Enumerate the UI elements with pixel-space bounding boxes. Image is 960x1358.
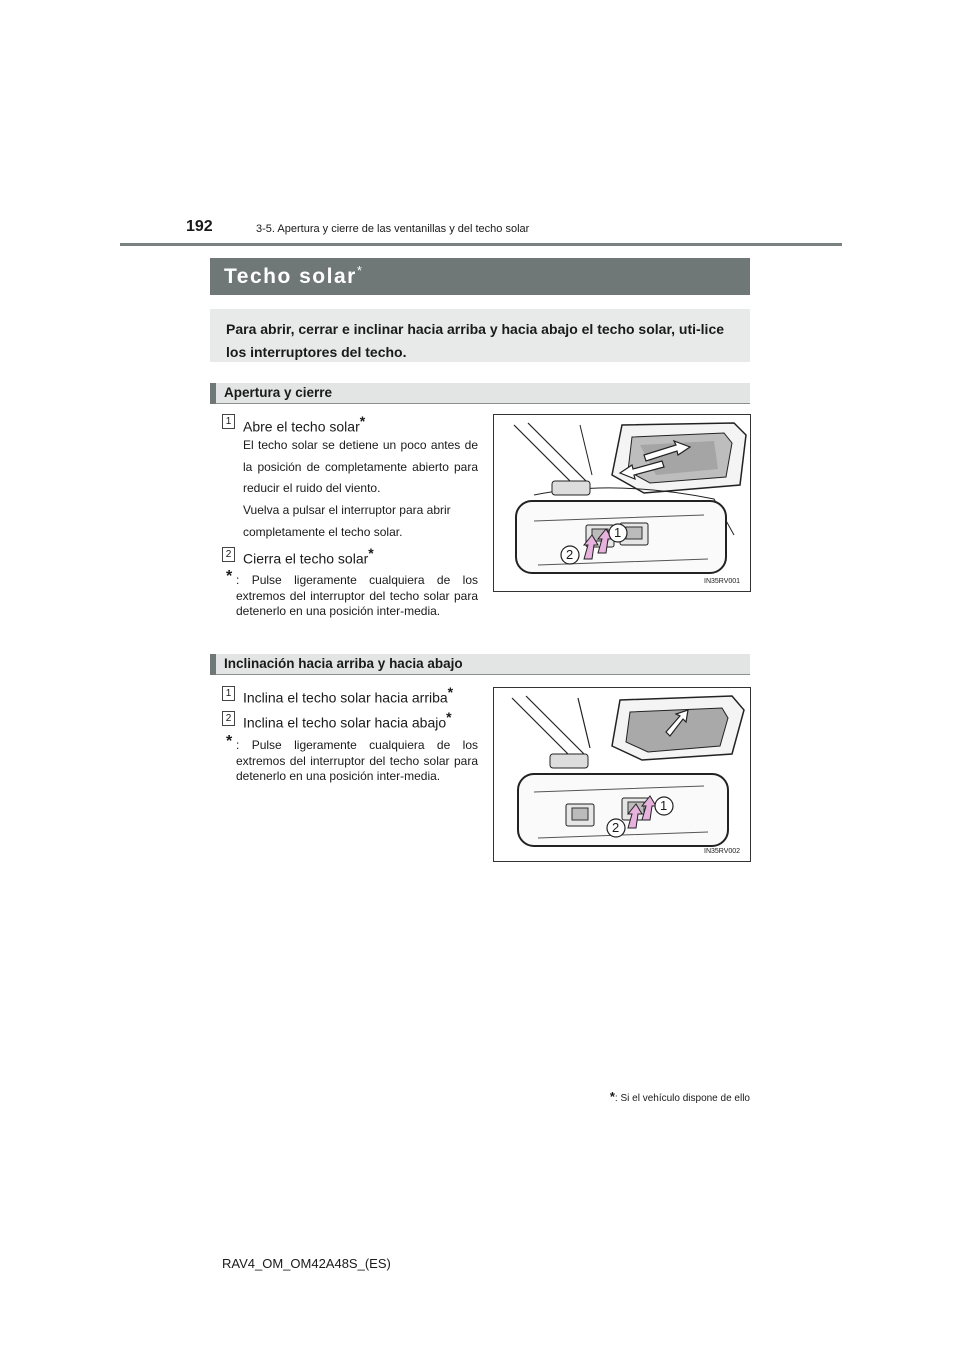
step-open-description-2: Vuelva a pulsar el interruptor para abrir completamente el techo solar.: [243, 503, 451, 539]
step-number-badge: 2: [222, 711, 235, 726]
sunroof-tilt-illustration: [493, 687, 751, 862]
footnote: *: Si el vehículo dispone de ello: [609, 1089, 750, 1104]
step-close: Cierra el techo solar*: [243, 545, 374, 567]
step-tilt-up: Inclina el techo solar hacia arriba*: [243, 684, 454, 706]
note-text: : Pulse ligeramente cualquiera de los extremos del interruptor del techo solar para detenerlo en una posición inter-media.: [236, 573, 478, 618]
step-number-badge: 1: [222, 686, 235, 701]
intro-text: Para abrir, cerrar e inclinar hacia arriba y hacia abajo el techo solar, uti-lice los interruptores del techo.: [226, 321, 725, 360]
callout-2: 2: [612, 820, 620, 835]
breadcrumb: 3-5. Apertura y cierre de las ventanillas y del techo solar: [256, 223, 530, 235]
sunroof-open-close-illustration: [493, 414, 751, 592]
asterisk-icon: *: [359, 413, 366, 429]
figure-code: IN35RV001: [704, 578, 741, 585]
note-text: : Pulse ligeramente cualquiera de los extremos del interruptor del techo solar para detenerlo en una posición inter-media.: [236, 738, 478, 783]
page-title-bar: [210, 258, 750, 295]
callout-1: 1: [614, 525, 622, 540]
header-divider: [120, 243, 842, 246]
asterisk-icon: *: [226, 568, 233, 585]
asterisk-icon: *: [447, 684, 454, 700]
page-title: Techo solar*: [224, 263, 364, 288]
step-tilt-down: Inclina el techo solar hacia abajo*: [243, 709, 452, 731]
section-heading-label: Inclinación hacia arriba y hacia abajo: [224, 656, 463, 671]
asterisk-icon: *: [226, 733, 233, 750]
step-open-description: El techo solar se detiene un poco antes de la posición de completamente abierto para reducir el ruido del viento.: [243, 438, 478, 495]
step-number-badge: 1: [222, 414, 235, 429]
asterisk-icon: *: [356, 263, 364, 278]
page-number: 192: [186, 218, 213, 235]
step-open: Abre el techo solar*: [243, 413, 366, 435]
asterisk-icon: *: [368, 545, 374, 561]
section-heading-open-close: [210, 383, 750, 404]
step-number-badge: 2: [222, 547, 235, 562]
figure-code: IN35RV002: [704, 848, 741, 855]
callout-2: 2: [566, 547, 574, 562]
intro-box: [210, 309, 750, 362]
callout-1: 1: [660, 798, 668, 813]
document-code: RAV4_OM_OM42A48S_(ES): [222, 1256, 391, 1271]
section-heading-tilt: [210, 654, 750, 675]
asterisk-icon: *: [446, 709, 452, 725]
section-heading-label: Apertura y cierre: [224, 385, 333, 400]
asterisk-icon: *: [609, 1089, 615, 1104]
